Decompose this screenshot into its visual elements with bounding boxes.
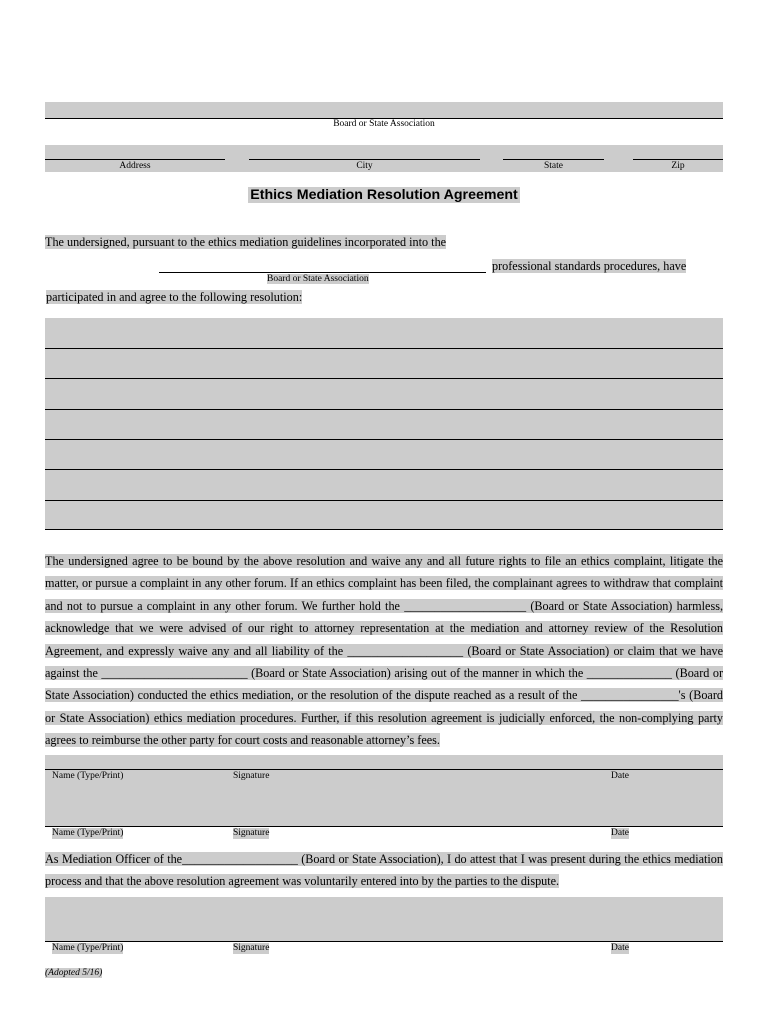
date-label-2: Date <box>611 828 629 838</box>
resolution-line <box>45 409 723 410</box>
state-rule <box>503 159 604 160</box>
officer-signature-rule <box>45 941 723 942</box>
date-label-1: Date <box>611 771 629 781</box>
resolution-line <box>45 529 723 530</box>
intro-line-2-text: professional standards procedures, have <box>492 259 687 273</box>
intro-line-2-right <box>492 258 686 274</box>
resolution-line <box>45 439 723 440</box>
intro-line-1 <box>45 234 446 250</box>
board-association-label: Board or State Association <box>333 119 435 129</box>
zip-label: Zip <box>671 161 685 171</box>
intro-board-rule[interactable] <box>159 272 486 273</box>
state-label: State <box>544 161 563 171</box>
signature-rule-2 <box>45 826 723 827</box>
intro-board-label <box>267 274 369 285</box>
city-rule <box>249 159 480 160</box>
officer-signature-label: Signature <box>233 943 270 953</box>
officer-name-label: Name (Type/Print) <box>52 943 124 953</box>
signature-rule-1 <box>45 769 723 770</box>
agreement-paragraph-text: The undersigned agree to be bound by the above resolution and waive any and all future rights to file an ethics complaint, litigate the matter, or pursue a complaint in any other forum. If an ethics complaint has been filed, the complainant agrees to withdraw that complaint and not to pursue a complaint in any other forum. We further hold the ____________________ (Board or State Association) harmless, acknowledge that we were advised of our right to attorney representation at the mediation and attorney review of the Resolution Agreement, and expressly waive any and all liability of the ___________________ (Board or State Association) or claim that we have against the ________________________ (Board or State Association) arising out of the manner in which the ______________ (Board or State Association) conducted the ethics mediation, or the resolution of the dispute reached as a result of the ________________'s (Board or State Association) ethics mediation procedures. Further, if this resolution agreement is judicially enforced, the non-complying party agrees to reimburse the other party for court costs and reasonable attorney’s fees. <box>45 554 723 748</box>
resolution-line <box>45 378 723 379</box>
resolution-line <box>45 348 723 349</box>
address-rule <box>45 159 225 160</box>
adopted-footer <box>45 968 102 979</box>
address-label: Address <box>119 161 151 171</box>
intro-line-3-text: participated in and agree to the following resolution: <box>46 290 303 304</box>
officer-paragraph-text: As Mediation Officer of the___________________ (Board or State Association), I do attest that I was present during the ethics mediation process and that the above resolution agreement was voluntarily entered into by the parties to the dispute. <box>45 852 723 889</box>
intro-line-3 <box>46 289 302 305</box>
signature-label-2: Signature <box>233 828 270 838</box>
name-label-1: Name (Type/Print) <box>52 771 124 781</box>
zip-rule <box>633 159 723 160</box>
resolution-line <box>45 500 723 501</box>
intro-line-1-text: The undersigned, pursuant to the ethics mediation guidelines incorporated into the <box>45 235 447 249</box>
intro-board-label-text: Board or State Association <box>267 274 369 284</box>
resolution-area[interactable] <box>45 318 723 530</box>
resolution-line <box>45 469 723 470</box>
signature-label-1: Signature <box>233 771 270 781</box>
document-title-text: Ethics Mediation Resolution Agreement <box>250 187 518 203</box>
agreement-paragraph <box>45 550 723 752</box>
board-association-field[interactable] <box>45 102 723 118</box>
adopted-footer-text: (Adopted 5/16) <box>45 968 103 978</box>
officer-signature-block[interactable] <box>45 897 723 941</box>
city-label: City <box>356 161 373 171</box>
officer-date-label: Date <box>611 943 629 953</box>
document-title <box>0 186 768 204</box>
name-label-2: Name (Type/Print) <box>52 828 124 838</box>
signature-block-1[interactable] <box>45 755 723 827</box>
officer-paragraph <box>45 848 723 893</box>
